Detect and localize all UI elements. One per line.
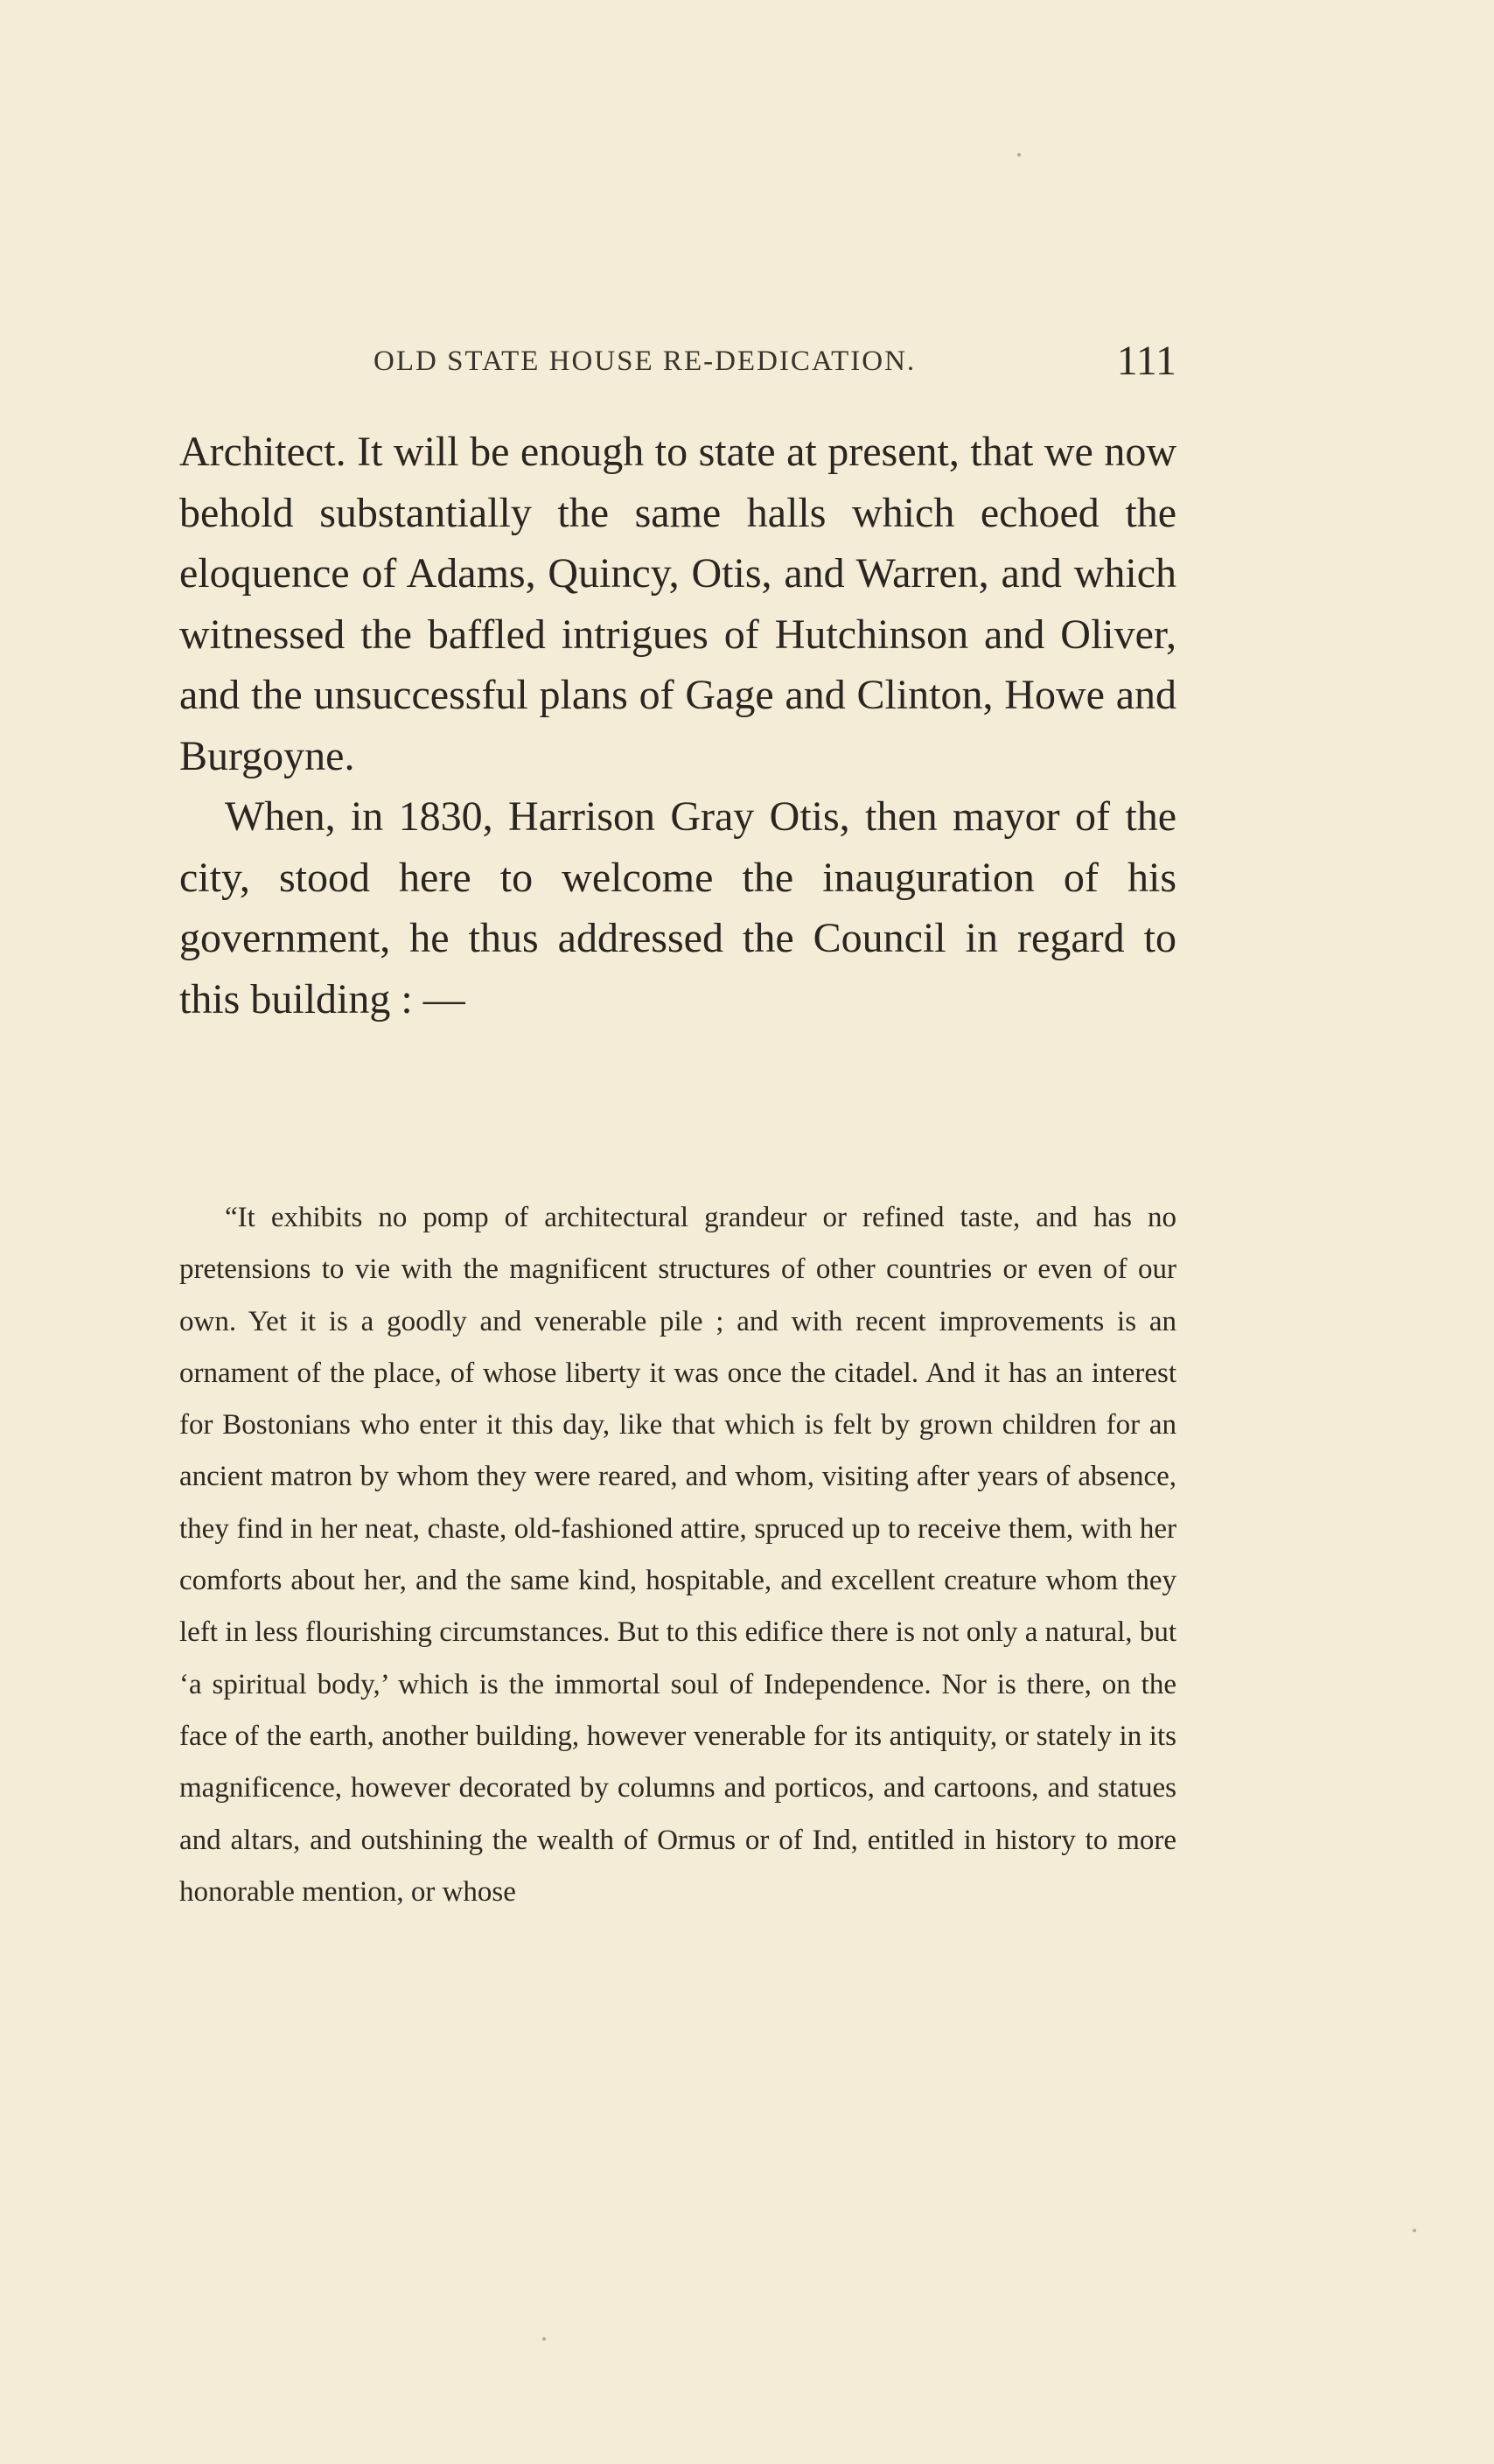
page-header bbox=[179, 337, 1176, 389]
quote-paragraph: “It exhibits no pomp of architectural grandeur or refined taste, and has no pretensions to vie with the magnificent structures of other countries or even of our own. Yet it is a goodly and venerable pile ; and with recent improvements is an ornament of the place, of whose liberty it was once the citadel. And it has an interest for Bostonians who enter it this day, like that which is felt by grown children for an ancient matron by whom they were reared, and whom, visiting after years of absence, they find in her neat, chaste, old-fashioned attire, spruced up to receive them, with her comforts about her, and the same kind, hospitable, and excellent creature whom they left in less flourishing circumstances. But to this edifice there is not only a natural, but ‘a spiritual body,’ which is the immortal soul of Independence. Nor is there, on the face of the earth, another building, however venerable for its antiquity, or stately in its magnificence, however decorated by columns and porticos, and cartoons, and statues and altars, and outshining the wealth of Ormus or of Ind, entitled in history to more honorable mention, or whose bbox=[179, 1202, 1176, 1908]
main-text bbox=[179, 422, 1176, 1030]
paper-speck bbox=[1413, 2229, 1416, 2232]
paper-speck bbox=[1017, 153, 1021, 157]
paragraph-1: Architect. It will be enough to state at present, that we now behold substantially the same halls which echoed the eloquence of Adams, Quincy, Otis, and Warren, and which witnessed the baffled intrigues of Hutchinson and Oliver, and the unsuccessful plans of Gage and Clinton, Howe and Burgoyne. bbox=[179, 429, 1176, 779]
paper-speck bbox=[542, 2337, 546, 2341]
paragraph-2: When, in 1830, Harrison Gray Otis, then mayor of the city, stood here to welcome the inauguration of his government, he thus addressed the Council in regard to this building : — bbox=[179, 793, 1176, 1023]
page-number: 111 bbox=[1116, 338, 1176, 384]
running-head: OLD STATE HOUSE RE-DEDICATION. bbox=[374, 346, 917, 377]
block-quote bbox=[179, 1192, 1176, 1918]
